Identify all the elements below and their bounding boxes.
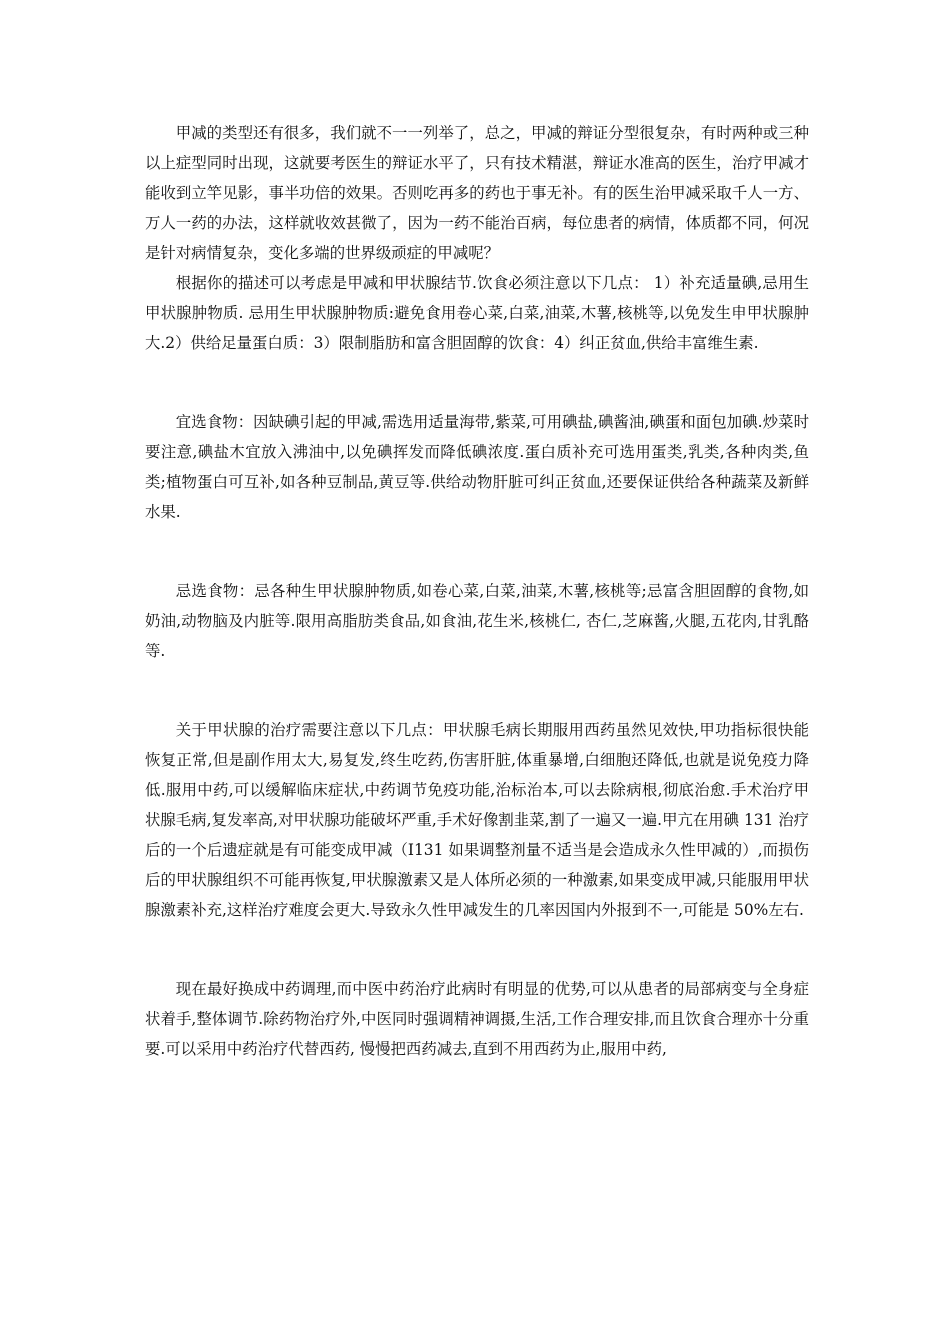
document-body: [145, 118, 809, 1064]
paragraph-treatment-notes: 关于甲状腺的治疗需要注意以下几点：甲状腺毛病长期服用西药虽然见效快,甲功指标很快能恢复正常,但是副作用太大,易复发,终生吃药,伤害肝脏,体重暴增,白细胞还降低,也就是说免疫力降低.服用中药,可以缓解临床症状,中药调节免疫功能,治标治本,可以去除病根,彻底治愈.手术治疗甲状腺毛病,复发率高,对甲状腺功能破坏严重,手术好像割韭菜,割了一遍又一遍.甲亢在用碘 131 治疗后的一个后遗症就是有可能变成甲减（I131 如果调整剂量不适当是会造成永久性甲减的）,而损伤后的甲状腺组织不可能再恢复,甲状腺激素又是人体所必须的一种激素,如果变成甲减,只能服用甲状腺激素补充,这样治疗难度会更大.导致永久性甲减发生的几率因国内外报到不一,可能是 50%左右.: [145, 721, 809, 919]
paragraph-diet-notes: 根据你的描述可以考虑是甲减和甲状腺结节.饮食必须注意以下几点： 1）补充适量碘,忌用生甲状腺肿物质. 忌用生甲状腺肿物质:避免食用卷心菜,白菜,油菜,木薯,核桃等,以免发生申甲状腺肿大.2）供给足量蛋白质：3）限制脂肪和富含胆固醇的饮食：4）纠正贫血,供给丰富维生素.: [145, 274, 809, 352]
paragraph-recommended-foods: 宜选食物：因缺碘引起的甲减,需选用适量海带,紫菜,可用碘盐,碘酱油,碘蛋和面包加碘.炒菜时要注意,碘盐木宜放入沸油中,以免碘挥发而降低碘浓度.蛋白质补充可选用蛋类,乳类,各种肉类,鱼类;植物蛋白可互补,如各种豆制品,黄豆等.供给动物肝脏可纠正贫血,还要保证供给各种蔬菜及新鲜水果.: [145, 413, 809, 521]
paragraph-hypothyroid-types: 甲减的类型还有很多，我们就不一一列举了，总之，甲减的辩证分型很复杂，有时两种或三种以上症型同时出现，这就要考医生的辩证水平了，只有技术精湛，辩证水准高的医生，治疗甲减才能收到立竿见影，事半功倍的效果。否则吃再多的药也于事无补。有的医生治甲减采取千人一方、万人一药的办法，这样就收效甚微了，因为一药不能治百病，每位患者的病情，体质都不同，何况是针对病情复杂，变化多端的世界级顽症的甲减呢？: [145, 124, 809, 262]
paragraph-tcm-treatment: 现在最好换成中药调理,而中医中药治疗此病时有明显的优势,可以从患者的局部病变与全身症状着手,整体调节.除药物治疗外,中医同时强调精神调摄,生活,工作合理安排,而且饮食合理亦十分重要.可以采用中药治疗代替西药, 慢慢把西药减去,直到不用西药为止,服用中药,: [145, 980, 809, 1058]
paragraph-avoid-foods: 忌选食物：忌各种生甲状腺肿物质,如卷心菜,白菜,油菜,木薯,核桃等;忌富含胆固醇的食物,如奶油,动物脑及内脏等.限用高脂肪类食品,如食油,花生米,核桃仁, 杏仁,芝麻酱,火腿,五花肉,甘乳酪等.: [145, 582, 809, 660]
